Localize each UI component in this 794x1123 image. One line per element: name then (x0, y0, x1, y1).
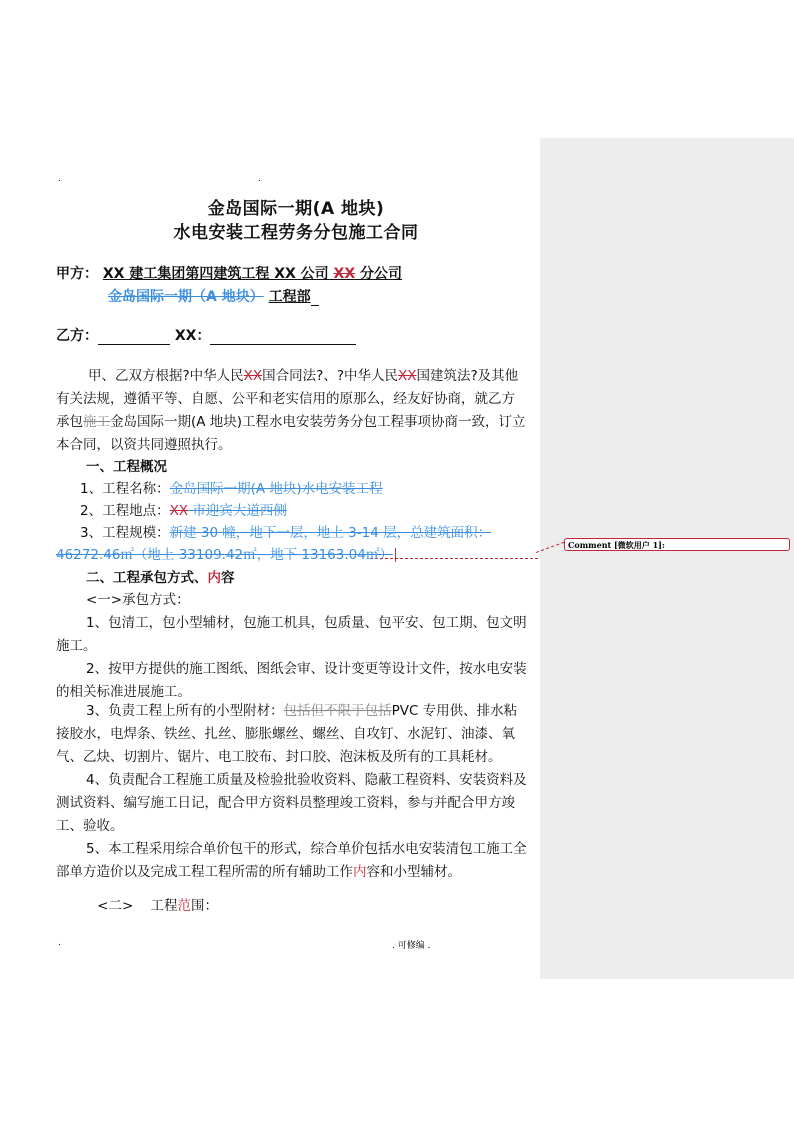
footer-dot-left: . (58, 938, 61, 948)
item-1-line-2: 施工。 (56, 638, 97, 654)
comment-balloon[interactable]: Comment [微软用户 1]: (564, 538, 790, 551)
party-b-blank-1[interactable] (98, 344, 170, 345)
intro-line-1: 甲、乙双方根据?中华人民XX国合同法?、?中华人民XX国建筑法?及其他 (88, 368, 519, 384)
footer-text: . 可修编 . (392, 941, 431, 951)
item-4-line-1: 4、负责配合工程施工质量及检验批验收资料、隐蔽工程资料、安装资料及 (86, 772, 527, 788)
item-4-line-3: 工、验收。 (56, 818, 124, 834)
item-4-line-2: 测试资料、编写施工日记，配合甲方资料员整理竣工资料，参与并配合甲方竣 (56, 795, 515, 811)
party-a-name: XX 建工集团第四建筑工程 XX 公司 XX 分公司 (102, 266, 403, 282)
header-dot-right: . (258, 174, 261, 184)
contract-mode-subheading: <一>承包方式： (86, 592, 190, 608)
project-location-line: 2、工程地点：XX 市迎宾大道西侧 (80, 503, 287, 519)
project-scale-line-2: 46272.46㎡（地上 33109.42㎡，地下 13163.04㎡） (56, 543, 396, 563)
project-name-line: 1、工程名称：金岛国际一期(A 地块)水电安装工程 (80, 481, 383, 497)
intro-line-2: 有关法规，遵循平等、自愿、公平和老实信用的原那么，经友好协商，就乙方 (56, 391, 515, 407)
section-1-heading: 一、工程概况 (86, 459, 167, 475)
party-b-line (56, 325, 356, 345)
section-2-heading: 二、工程承包方式、内容 (86, 570, 235, 586)
intro-line-3: 承包施工金岛国际一期(A 地块)工程水电安装劳务分包工程事项协商一致，订立 (56, 414, 526, 430)
item-2-line-2: 的相关标准进展施工。 (56, 684, 191, 700)
item-2-line-1: 2、按甲方提供的施工图纸、图纸会审、设计变更等设计文件，按水电安装 (86, 661, 527, 677)
party-b-blank-2[interactable] (210, 344, 356, 345)
doc-title-line1: 金岛国际一期(A 地块) (207, 199, 385, 219)
header-dot-left: . (58, 174, 61, 184)
item-5-line-2: 部单方造价以及完成工程工程所需的所有辅助工作内容和小型辅材。 (56, 864, 461, 880)
project-scale-line-1: 3、工程规模：新建 30 幢，地下一层，地上 3-14 层，总建筑面积： (80, 525, 492, 541)
party-a-dept-deleted: 金岛国际一期（A 地块） (108, 289, 264, 305)
party-a-line (56, 263, 402, 283)
comment-margin-pane (540, 138, 794, 979)
item-5-line-1: 5、本工程采用综合单价包干的形式，综合单价包括水电安装清包工施工全 (86, 841, 527, 857)
party-b-label: 乙方： (56, 328, 98, 344)
party-a-label: 甲方： (56, 266, 98, 282)
doc-title-line2: 水电安装工程劳务分包施工合同 (173, 223, 419, 243)
party-b-mid-label: XX： (174, 328, 211, 344)
item-3-line-3: 气、乙炔、切割片、锯片、电工胶布、封口胶、泡沫板及所有的工具耗材。 (56, 749, 502, 765)
party-a-dept-line (108, 286, 319, 306)
text-cursor (395, 548, 396, 562)
intro-line-4: 本合同，以资共同遵照执行。 (56, 437, 232, 453)
scope-subheading: <二> 工程范围： (97, 898, 218, 914)
party-a-dept: 工程部 (268, 289, 311, 305)
item-3-line-2: 接胶水，电焊条、铁丝、扎丝、膨胀螺丝、螺丝、自攻钉、水泥钉、油漆、氧 (56, 726, 515, 742)
item-1-line-1: 1、包清工，包小型辅材，包施工机具，包质量、包平安、包工期、包文明 (86, 615, 527, 631)
item-3-line-1: 3、负责工程上所有的小型附材：包括但不限于包括PVC 专用供、排水粘 (86, 703, 518, 719)
